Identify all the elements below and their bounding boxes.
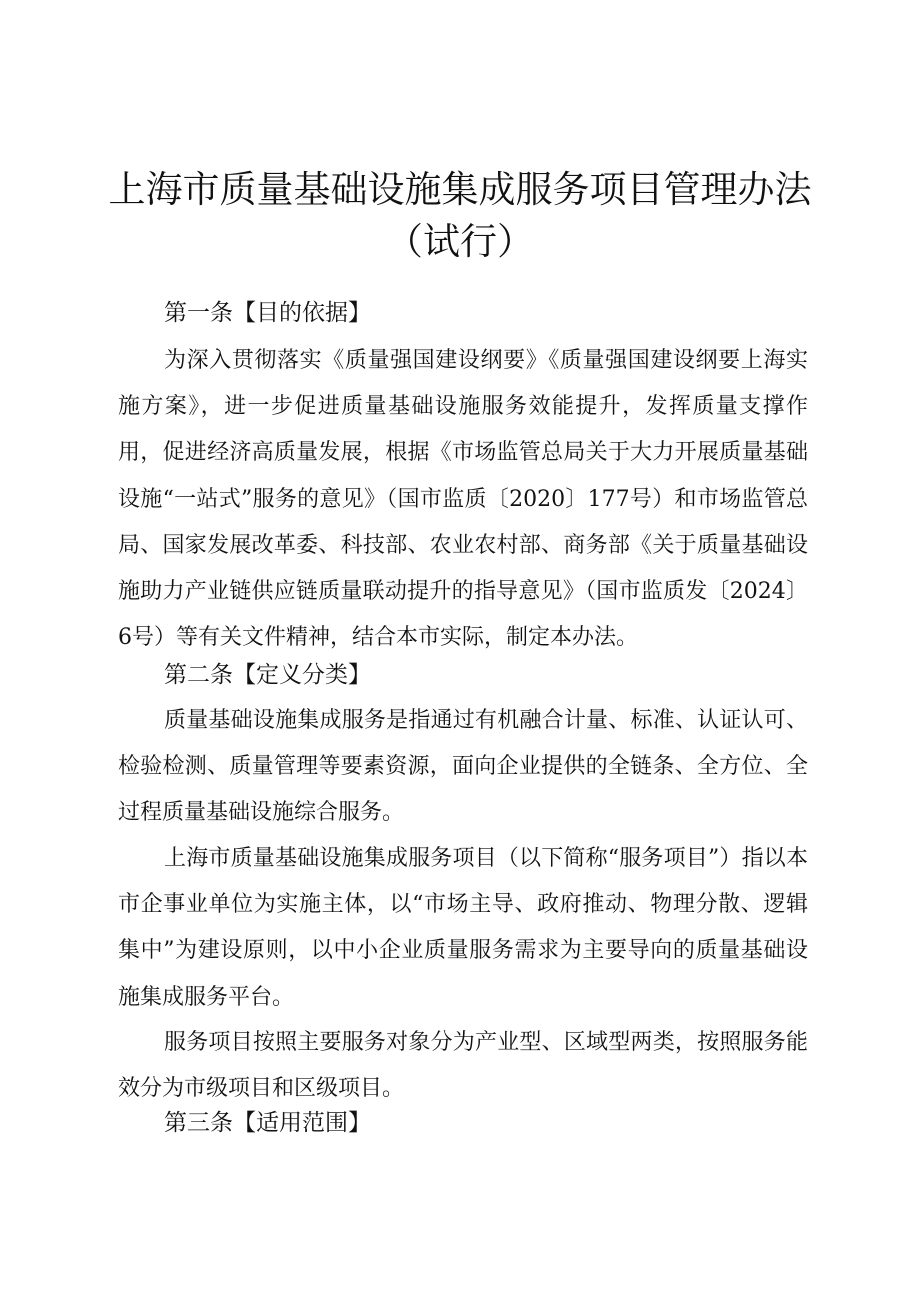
article-1-heading: 第一条【目的依据】 xyxy=(164,300,371,326)
article-2-heading: 第二条【定义分类】 xyxy=(164,662,371,688)
article-2-paragraph-3: 服务项目按照主要服务对象分为产业型、区域型两类，按照服务能效分为市级项目和区级项目。 xyxy=(118,1030,808,1102)
article-1-paragraph: 为深入贯彻落实《质量强国建设纲要》《质量强国建设纲要上海实施方案》，进一步促进质量基础设施服务效能提升，发挥质量支撑作用，促进经济高质量发展，根据《市场监管总局关于大力开展质量基础设施“一站式”服务的意见》（国市监质〔2020〕177号）和市场监管总局、国家发展改革委、科技部、农业农村部、商务部《关于质量基础设施助力产业链供应链质量联动提升的指导意见》（国市监质发〔2024〕6号）等有关文件精神，结合本市实际，制定本办法。 xyxy=(118,348,808,651)
document-title-trial: （试行） xyxy=(386,220,534,263)
document-title: 上海市质量基础设施集成服务项目管理办法 xyxy=(108,168,812,211)
article-2-paragraph-1: 质量基础设施集成服务是指通过有机融合计量、标准、认证认可、检验检测、质量管理等要素资源，面向企业提供的全链条、全方位、全过程质量基础设施综合服务。 xyxy=(118,708,808,826)
article-2-paragraph-2: 上海市质量基础设施集成服务项目（以下简称“服务项目”）指以本市企事业单位为实施主体，以“市场主导、政府推动、物理分散、逻辑集中”为建设原则，以中小企业质量服务需求为主要导向的质量基础设施集成服务平台。 xyxy=(118,846,808,1010)
article-3-heading: 第三条【适用范围】 xyxy=(164,1110,371,1136)
